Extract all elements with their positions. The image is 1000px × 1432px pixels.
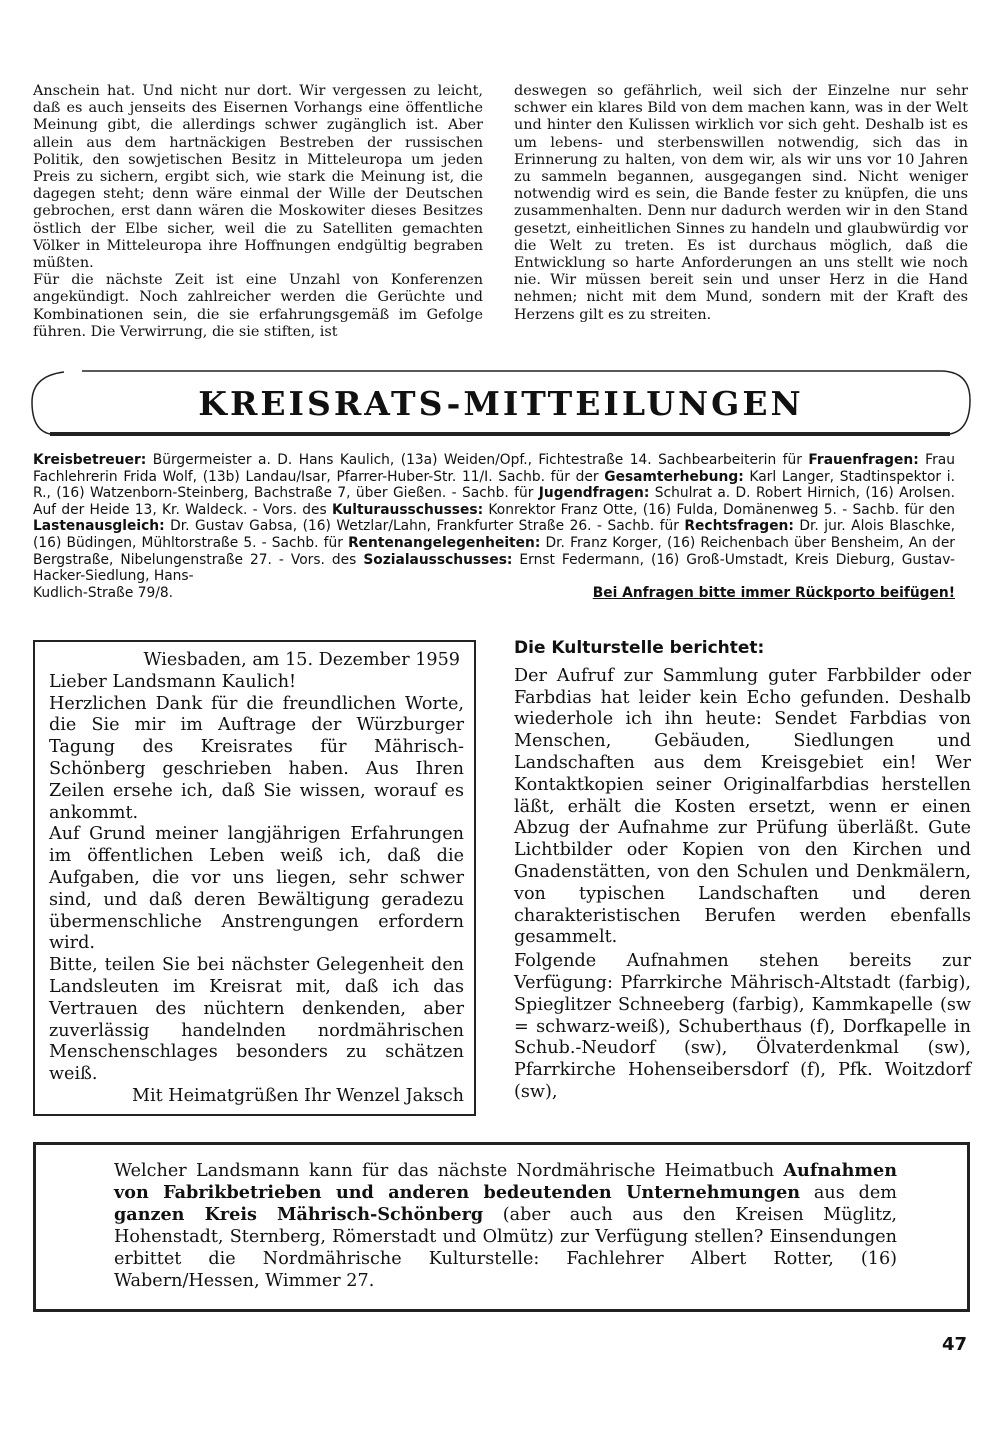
letter-signature: Mit Heimatgrüßen Ihr Wenzel Jaksch bbox=[131, 1085, 464, 1106]
contact-label: Lastenausgleich: bbox=[33, 518, 165, 535]
contact-label: Rechtsfragen: bbox=[684, 518, 794, 535]
section-title: KREISRATS-MITTEILUNGEN bbox=[198, 384, 804, 423]
postage-note: Bei Anfragen bitte immer Rückporto beifügen! bbox=[592, 584, 955, 601]
contacts-paragraph: Kreisbetreuer: Bürgermeister a. D. Hans Kaulich, (13a) Weiden/Opf., Fichtestraße 14. Sachbearbeiterin für Frauenfragen: Frau Fachlehrerin Frida Wolf, (13b) Landau/Isar, Pfarrer-Huber-Str. 11/I. Sachb. für der Gesamterhebung: Karl Langer, Stadtinspektor i. R., (16) Watzenborn-Steinberg, Bachstraße 7, über Gießen. - Sachb. für Jugendfragen: Schulrat a. D. Robert Hirnich, (16) Arolsen. Auf der Heide 13, Kr. Waldeck. - Vors. des Kulturausschusses: Konrektor Franz Otte, (16) Fulda, Domänenweg 5. - Sachb. für den Lastenausgleich: Dr. Gustav Gabsa, (16) Wetzlar/Lahn, Frankfurter Straße 26. - Sachb. für Rechtsfragen: Dr. jur. Alois Blaschke, (16) Büdingen, Mühltorstraße 5. - Sachb. für Rentenangelegenheiten: Dr. Franz Korger, (16) Reichenbach über Bensheim, An der Bergstraße, Nibelungenstraße 27. - Vors. des Sozialausschusses: Ernst Federmann, (16) Groß-Umstadt, Kreis Dieburg, Gustav-Hacker-Siedlung, Hans- bbox=[33, 452, 956, 585]
article-column-right bbox=[514, 83, 968, 324]
letter-paragraph: Auf Grund meiner langjährigen Erfahrungen im öffentlichen Leben weiß ich, daß die Aufgaben, die vor uns liegen, sehr schwer sind, und daß deren Bewältigung geradezu übermenschliche Anstrengungen erfordern wird. bbox=[49, 824, 464, 954]
article-paragraph: deswegen so gefährlich, weil sich der Einzelne nur sehr schwer ein klares Bild von dem machen kann, was in der Welt und hinter den Kulissen wirklich vor sich geht. Deshalb ist es um lebens- und sterbenswillen notwendig, sich das in Erinnerung zu halten, von dem wir, als wir uns vor 10 Jahren zu sammeln begannen, ausgegangen sind. Nicht weniger notwendig wird es sein, die Bande fester zu knüpfen, die uns zusammenhalten. Denn nur dadurch werden wir in den Stand gesetzt, einheitlichen Sinnes zu handeln und glaubwürdig vor die Welt zu treten. Es ist durchaus möglich, daß die Entwicklung so harte Anforderungen an uns stellt wie noch nie. Wir müssen bereit sein und unser Herz in die Hand nehmen; nicht mit dem Mund, sondern mit der Kraft des Herzens gilt es zu streiten. bbox=[514, 83, 968, 323]
article-column-left bbox=[33, 83, 483, 341]
contact-label: Rentenangelegenheiten: bbox=[348, 534, 541, 551]
article-paragraph: Für die nächste Zeit ist eine Unzahl von Konferenzen angekündigt. Noch zahlreicher werden die Gerüchte und Kombinationen sein, die sie erfahrungsgemäß im Gefolge führen. Die Verwirrung, die sie stiften, ist bbox=[33, 272, 483, 340]
contact-label: Gesamterhebung: bbox=[604, 468, 744, 485]
contact-label: Kulturausschusses: bbox=[331, 501, 484, 518]
letter-greeting: Lieber Landsmann Kaulich! bbox=[49, 671, 297, 692]
kultur-paragraph: Der Aufruf zur Sammlung guter Farbbilder oder Farbdias hat leider kein Echo gefunden. Deshalb wiederhole ich ihn heute: Sendet Farbdias von Menschen, Gebäuden, Siedlungen und Landschaften aus dem Kreisgebiet ein! Wer Kontaktkopien seiner Originalfarbdias herstellen läßt, erhält die Kosten ersetzt, wenn er einen Abzug der Aufnahme zur Prüfung überläßt. Gute Lichtbilder oder Kopien von den Kirchen und Gnadenstätten, von den Schulen und Denkmälern, von typischen Landschaften und deren charakteristischen Berufen werden ebenfalls gesammelt. bbox=[514, 665, 971, 948]
notice-emphasis: ganzen Kreis Mährisch-Schönberg bbox=[114, 1204, 484, 1225]
contact-label: Jugendfragen: bbox=[538, 485, 650, 502]
article-paragraph: Anschein hat. Und nicht nur dort. Wir vergessen zu leicht, daß es auch jenseits des Eisernen Vorhangs eine öffentliche Meinung gibt, die allerdings schwer zugänglich ist. Aber allein aus dem hartnäckigen Bestreben der russischen Politik, den sowjetischen Besitz in Mitteleuropa um jeden Preis zu sichern, ergibt sich, wie stark die Meinung ist, die dagegen steht; denn wäre einmal der Wille der Deutschen gebrochen, erst dann wären die Moskowiter dieses Besitzes östlich der Elbe sicher, weil die zu Satelliten gemachten Völker in Mitteleuropa ihre Hoffnungen endgültig begraben müßten. bbox=[33, 83, 483, 272]
notice-emphasis: Aufnahmen von Fabrikbetrieben und anderen bedeutenden Unternehmungen bbox=[114, 1160, 897, 1203]
photo-request-box: Welcher Landsmann kann für das nächste Nordmährische Heimatbuch Aufnahmen von Fabrikbetrieben und anderen bedeutenden Unternehmungen aus dem ganzen Kreis Mährisch-Schönberg (aber auch aus den Kreisen Müglitz, Hohenstadt, Sternberg, Römerstadt und Olmütz) zur Verfügung stellen? Einsendungen erbittet die Nordmährische Kulturstelle: Fachlehrer Albert Rotter, (16) Wabern/Hessen, Wimmer 27. bbox=[33, 1142, 970, 1312]
kultur-heading: Die Kulturstelle berichtet: bbox=[514, 638, 765, 658]
letter-paragraph: Herzlichen Dank für die freundlichen Worte, die Sie mir im Auftrage der Würzburger Tagung des Kreisrates für Mährisch-Schönberg geschrieben haben. Aus Ihren Zeilen ersehe ich, daß Sie wissen, worauf es ankommt. bbox=[49, 693, 464, 823]
contact-label: Kreisbetreuer: bbox=[33, 452, 147, 468]
section-banner bbox=[30, 370, 972, 436]
kreisrat-contacts bbox=[33, 452, 955, 601]
kultur-paragraph: Folgende Aufnahmen stehen bereits zur Verfügung: Pfarrkirche Mährisch-Altstadt (farbig), Spieglitzer Schneeberg (farbig), Kammkapelle (sw = schwarz-weiß), Schuberthaus (f), Dorfkapelle in Schub.-Neudorf (sw), Ölvaterdenkmal (sw), Pfarrkirche Hohenseibersdorf (f), Pfk. Woitzdorf (sw), bbox=[514, 951, 971, 1102]
letter-box bbox=[33, 640, 476, 1116]
contact-label: Frauenfragen: bbox=[808, 452, 919, 468]
letter-date: Wiesbaden, am 15. Dezember 1959 bbox=[143, 650, 460, 670]
kulturstelle-report bbox=[514, 638, 971, 1106]
contact-label: Sozialausschusses: bbox=[363, 551, 513, 568]
contacts-last-line: Kudlich-Straße 79/8. Bei Anfragen bitte immer Rückporto beifügen! bbox=[33, 584, 955, 601]
page-number: 47 bbox=[942, 1334, 968, 1355]
letter-paragraph: Bitte, teilen Sie bei nächster Gelegenheit den Landsleuten im Kreisrat mit, daß ich das Vertrauen des nüchtern denkenden, aber zuverlässig handelnden nordmährischen Menschenschlages besonders zu schätzen weiß. bbox=[49, 955, 464, 1085]
